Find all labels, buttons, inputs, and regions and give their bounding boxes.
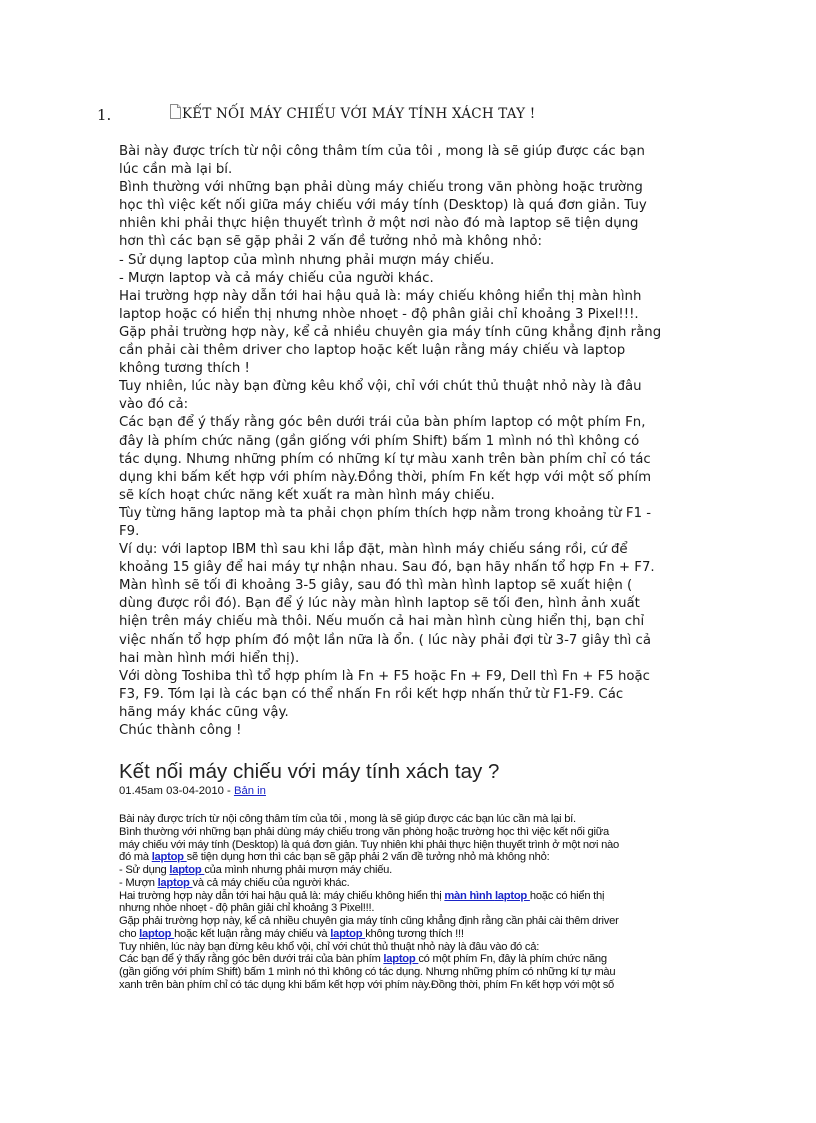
article-text: của mình nhưng phải mượn máy chiếu.: [204, 864, 393, 876]
body-line: Hai trường hợp này dẫn tới hai hậu quả là: máy chiếu không hiển thị màn hình: [119, 288, 642, 304]
section-heading: [97, 104, 737, 128]
body-line: lúc cần mà lại bí.: [119, 162, 233, 178]
keyword-link[interactable]: màn hình: [444, 889, 495, 902]
article-timestamp: 01.45am 03-04-2010 -: [119, 785, 234, 797]
body-line: Gặp phải trường hợp này, kể cả nhiều chuyên gia máy tính cũng khẳng định rằng: [119, 324, 662, 340]
keyword-link[interactable]: laptop: [383, 953, 419, 966]
article-meta: [119, 785, 266, 797]
article-text: có một phím Fn, đây là phím chức năng: [418, 953, 607, 966]
article-line: [119, 915, 699, 928]
article-title: Kết nối máy chiếu với máy tính xách tay ?: [119, 760, 500, 783]
article-line: [119, 839, 699, 852]
article-line: [119, 966, 699, 979]
body-line: Các bạn để ý thấy rằng góc bên dưới trái của bàn phím laptop có một phím Fn,: [119, 415, 646, 431]
heading-title: KẾT NỐI MÁY CHIẾU VỚI MÁY TÍNH XÁCH TAY !: [182, 106, 536, 122]
article-line: [119, 941, 699, 954]
body-line: - Sử dụng laptop của mình nhưng phải mượn máy chiếu.: [119, 252, 495, 268]
body-line: sẽ kích hoạt chức năng kết xuất ra màn hình máy chiếu.: [119, 487, 495, 503]
body-line: cần phải cài thêm driver cho laptop hoặc kết luận rằng máy chiếu và laptop: [119, 343, 626, 359]
body-line: việc nhấn tổ hợp phím đó một lần nữa là ổn. ( lúc này phải đợi từ 3-7 giây thì cả: [119, 632, 652, 648]
body-line: - Mượn laptop và cả máy chiếu của người khác.: [119, 270, 434, 286]
body-line: Tuy nhiên, lúc này bạn đừng kêu khổ vội, chỉ với chút thủ thuật nhỏ này là đâu: [119, 379, 642, 395]
body-line: Bài này được trích từ nội công thâm tím của tôi , mong là sẽ giúp được các bạn: [119, 144, 645, 159]
body-line: hiện trên máy chiếu mà thôi. Nếu muốn cả hai màn hình cùng hiển thị, bạn chỉ: [119, 614, 645, 630]
article-text: Các bạn để ý thấy rằng góc bên dưới trái của bàn phím: [119, 953, 384, 966]
keyword-link[interactable]: laptop: [330, 927, 366, 940]
article-text: Hai trường hợp này dẫn tới hai hậu quả là: máy chiếu không hiển thị: [119, 889, 445, 902]
body-line: dụng khi bấm kết hợp với phím này.Đồng thời, phím Fn kết hợp với một số phím: [119, 469, 652, 485]
keyword-link[interactable]: laptop: [169, 864, 205, 876]
body-line: hãng máy khác cũng vậy.: [119, 704, 289, 720]
body-line: Với dòng Toshiba thì tổ hợp phím là Fn + F5 hoặc Fn + F9, Dell thì Fn + F5 hoặc: [119, 668, 650, 684]
article-line: [119, 902, 699, 915]
body-line: laptop hoặc có hiển thị nhưng nhòe nhoẹt - độ phân giải chỉ khoảng 3 Pixel!!!.: [119, 306, 639, 322]
body-line: dùng được rồi đó). Bạn để ý lúc này màn hình laptop sẽ tối đen, hình ảnh xuất: [119, 596, 640, 612]
body-line: Màn hình sẽ tối đi khoảng 3-5 giây, sau đó thì màn hình laptop sẽ xuất hiện (: [119, 578, 633, 594]
body-line: hai màn hình mới hiển thị).: [119, 650, 300, 666]
article-text: - Mượn: [119, 876, 158, 889]
document-icon: [170, 104, 181, 119]
body-line: Tùy từng hãng laptop mà ta phải chọn phím thích hợp nằm trong khoảng từ F1 -: [119, 505, 652, 521]
body-line: hơn thì các bạn sẽ gặp phải 2 vấn đề tưởng nhỏ mà không nhỏ:: [119, 234, 542, 250]
article-text: cho: [119, 927, 140, 940]
body-line: không tương thích !: [119, 361, 250, 377]
body-line: Ví dụ: với laptop IBM thì sau khi lắp đặt, màn hình máy chiếu sáng rồi, cứ để: [119, 542, 628, 558]
article-text: và cả máy chiếu của người khác.: [192, 876, 350, 889]
keyword-link[interactable]: laptop: [139, 927, 175, 940]
article-text: sẽ tiện dụng hơn thì các bạn sẽ gặp phải 2 vấn đề tưởng nhỏ mà không nhỏ:: [186, 851, 550, 864]
article-line: [119, 864, 699, 877]
body-line: đây là phím chức năng (gần giống với phím Shift) bấm 1 mình nó thì không có: [119, 433, 640, 449]
article-line: [119, 953, 699, 966]
article-line: [119, 877, 699, 890]
body-line: vào đó cả:: [119, 397, 189, 413]
article-text: hoặc kết luận rằng máy chiếu và: [174, 927, 331, 940]
heading-number: 1.: [97, 106, 112, 124]
keyword-link[interactable]: laptop: [494, 889, 530, 902]
article-text: Tuy nhiên, lúc này bạn đừng kêu khổ vội, chỉ với chút thủ thuật nhỏ này là đâu vào đó cả:: [119, 940, 540, 953]
article-text: đó mà: [119, 851, 152, 864]
article-text: máy chiếu với máy tính (Desktop) là quá đơn giản. Tuy nhiên khi phải thực hiện thuyết trình ở một nơi nào: [119, 838, 619, 851]
keyword-link[interactable]: laptop: [151, 851, 187, 864]
article-text: nhưng nhòe nhoẹt - độ phân giải chỉ khoảng 3 Pixel!!!.: [119, 902, 375, 915]
body-line: khoảng 15 giây để hai máy tự nhận nhau. Sau đó, bạn hãy nhấn tổ hợp Fn + F7.: [119, 560, 655, 576]
article-text: - Sử dụng: [119, 864, 170, 876]
article-text: xanh trên bàn phím chỉ có tác dụng khi bấm kết hợp với phím này.Đồng thời, phím Fn kết hợp với một số: [119, 978, 615, 991]
article-line: [119, 890, 699, 903]
article-line: [119, 813, 699, 826]
article-body: [119, 813, 699, 992]
keyword-link[interactable]: laptop: [157, 876, 193, 889]
article-text: Gặp phải trường hợp này, kể cả nhiều chuyên gia máy tính cũng khẳng định rằng cần phải cài thêm driver: [119, 915, 619, 927]
body-line: nhiên khi phải thực hiện thuyết trình ở một nơi nào đó mà laptop sẽ tiện dụng: [119, 216, 639, 232]
article-line: [119, 928, 699, 941]
body-line: F9.: [119, 523, 140, 539]
body-text: [119, 143, 699, 740]
body-line: Chúc thành công !: [119, 723, 242, 738]
print-link[interactable]: Bản in: [233, 785, 266, 797]
body-line: F3, F9. Tóm lại là các bạn có thể nhấn Fn rồi kết hợp nhấn thử từ F1-F9. Các: [119, 686, 624, 702]
article-line: [119, 851, 699, 864]
body-line: Bình thường với những bạn phải dùng máy chiếu trong văn phòng hoặc trường: [119, 180, 643, 196]
article-text: Bình thường với những bạn phải dùng máy chiếu trong văn phòng hoặc trường học thì việc kết nối giữa: [119, 825, 609, 838]
article-text: không tương thích !!!: [365, 927, 464, 940]
article-text: (gần giống với phím Shift) bấm 1 mình nó thì không có tác dụng. Nhưng những phím có những kí tự màu: [119, 966, 616, 978]
article-text: Bài này được trích từ nội công thâm tím của tôi , mong là sẽ giúp được các bạn lúc cần mà lại bí.: [119, 813, 576, 825]
article-line: [119, 979, 699, 992]
body-line: học thì việc kết nối giữa máy chiếu với máy tính (Desktop) là quá đơn giản. Tuy: [119, 198, 647, 214]
article-text: hoặc có hiển thị: [529, 889, 605, 902]
article-line: [119, 826, 699, 839]
body-line: tác dụng. Nhưng những phím có những kí tự màu xanh trên bàn phím chỉ có tác: [119, 451, 651, 467]
